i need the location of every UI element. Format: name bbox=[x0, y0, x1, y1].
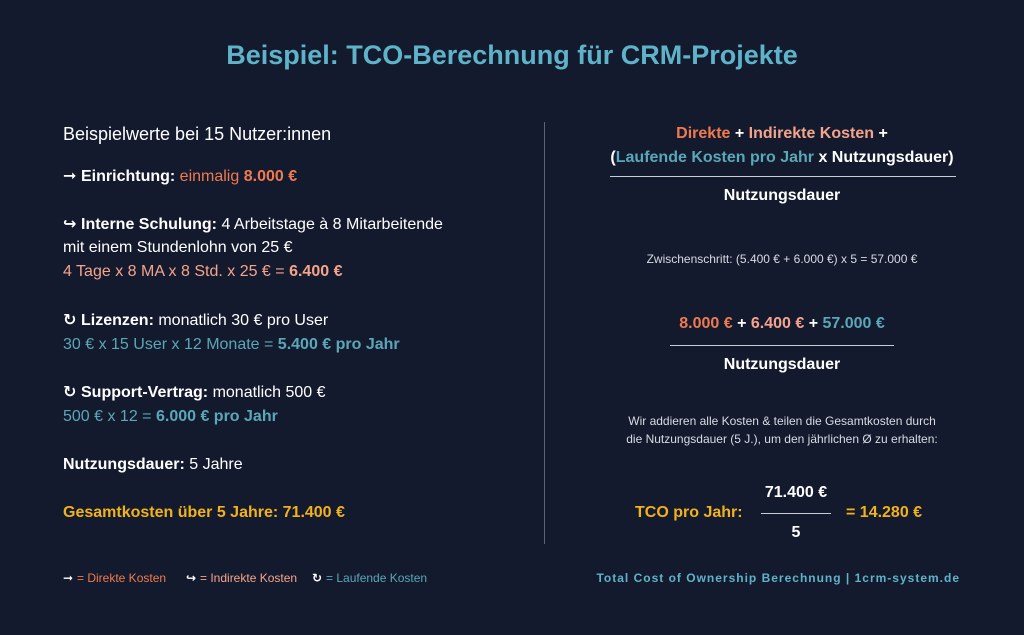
lizenzen-value: 5.400 € pro Jahr bbox=[277, 336, 400, 353]
tco-denominator: 5 bbox=[791, 524, 801, 541]
einrichtung-value: 8.000 € bbox=[243, 168, 298, 185]
formula-plus: + bbox=[734, 125, 745, 142]
nutzungsdauer-value: 5 Jahre bbox=[189, 456, 243, 473]
zwischenschritt: Zwischenschritt: (5.400 € + 6.000 €) x 5 = 57.000 € bbox=[646, 252, 918, 266]
page-title: Beispiel: TCO-Berechnung für CRM-Projekte bbox=[226, 40, 798, 70]
support-row bbox=[63, 381, 326, 404]
fraction2-direkte-value: 8.000 € bbox=[679, 315, 733, 332]
explanation-line1: Wir addieren alle Kosten & teilen die Gesamtkosten durch bbox=[628, 414, 936, 428]
redo-arrow-icon: ↪ bbox=[63, 216, 77, 233]
lizenzen-text: monatlich 30 € pro User bbox=[158, 312, 329, 329]
legend-direct-label: = Direkte Kosten bbox=[77, 571, 167, 585]
schulung-row bbox=[63, 213, 443, 236]
fraction2-indirekte-value: 6.400 € bbox=[750, 315, 805, 332]
tco-formula-numerator bbox=[556, 122, 1008, 170]
legend-indirect bbox=[186, 571, 297, 585]
example-subtitle: Beispielwerte bei 15 Nutzer:innen bbox=[63, 124, 332, 144]
einrichtung-row bbox=[63, 165, 297, 188]
schulung-text-line2: mit einem Stundenlohn von 25 € bbox=[63, 239, 293, 256]
fraction-line bbox=[670, 345, 894, 346]
gesamtkosten: Gesamtkosten über 5 Jahre: 71.400 € bbox=[63, 504, 345, 521]
fraction2-denominator: Nutzungsdauer bbox=[723, 356, 841, 373]
nutzungsdauer-label: Nutzungsdauer: bbox=[63, 456, 185, 473]
tco-result: = 14.280 € bbox=[846, 504, 923, 521]
fraction2-laufende-value: 57.000 € bbox=[822, 315, 885, 332]
support-calc-row bbox=[63, 405, 278, 428]
lizenzen-calc-row bbox=[63, 333, 400, 356]
explanation bbox=[556, 412, 1008, 448]
support-value: 6.000 € pro Jahr bbox=[155, 408, 278, 425]
tco-fraction-line bbox=[761, 513, 831, 514]
support-calc: 500 € x 12 = bbox=[63, 408, 152, 425]
arrow-right-icon: ➞ bbox=[63, 168, 77, 185]
schulung-value: 6.400 € bbox=[289, 263, 343, 280]
column-divider bbox=[544, 122, 545, 544]
formula-denominator: Nutzungsdauer bbox=[723, 187, 841, 204]
nutzungsdauer-row bbox=[63, 453, 243, 476]
lizenzen-label: Lizenzen: bbox=[81, 312, 154, 329]
einrichtung-label: Einrichtung: bbox=[81, 168, 176, 185]
schulung-label: Interne Schulung: bbox=[81, 216, 217, 233]
refresh-icon: ↻ bbox=[63, 384, 77, 401]
redo-arrow-icon: ↪ bbox=[186, 571, 197, 585]
refresh-icon: ↻ bbox=[63, 312, 77, 329]
footer-credit: Total Cost of Ownership Berechnung | 1crm-system.de bbox=[596, 571, 960, 585]
formula-indirekte: Indirekte Kosten bbox=[748, 125, 875, 142]
legend-direct bbox=[63, 571, 166, 585]
lizenzen-calc: 30 € x 15 User x 12 Monate = bbox=[63, 336, 274, 353]
formula-times-nutzungsdauer: x Nutzungsdauer) bbox=[818, 149, 954, 166]
legend-running-label: = Laufende Kosten bbox=[326, 571, 428, 585]
legend-running bbox=[312, 571, 427, 585]
einrichtung-text: einmalig bbox=[179, 168, 240, 185]
refresh-icon: ↻ bbox=[312, 571, 323, 585]
fraction2-plus: + bbox=[808, 315, 819, 332]
fraction2-plus: + bbox=[737, 315, 747, 332]
explanation-line2: die Nutzungsdauer (5 J.), um den jährlichen Ø zu erhalten: bbox=[626, 432, 938, 446]
schulung-calc: 4 Tage x 8 MA x 8 Std. x 25 € = bbox=[63, 263, 285, 280]
legend-indirect-label: = Indirekte Kosten bbox=[200, 571, 298, 585]
formula-paren: ( bbox=[610, 149, 616, 166]
tco-numerator: 71.400 € bbox=[764, 484, 828, 501]
formula-laufende: Laufende Kosten pro Jahr bbox=[615, 149, 814, 166]
support-text: monatlich 500 € bbox=[212, 384, 326, 401]
formula-plus: + bbox=[878, 125, 888, 142]
fraction-line bbox=[610, 176, 956, 177]
schulung-calc-row bbox=[63, 260, 342, 283]
lizenzen-row bbox=[63, 309, 328, 332]
formula-direkte: Direkte bbox=[676, 125, 731, 142]
schulung-text-line1: 4 Arbeitstage à 8 Mitarbeitende bbox=[221, 216, 443, 233]
tco-label: TCO pro Jahr: bbox=[635, 504, 743, 521]
support-label: Support-Vertrag: bbox=[81, 384, 209, 401]
arrow-right-icon: ➞ bbox=[63, 571, 74, 585]
fraction2-numerator bbox=[556, 315, 1008, 333]
